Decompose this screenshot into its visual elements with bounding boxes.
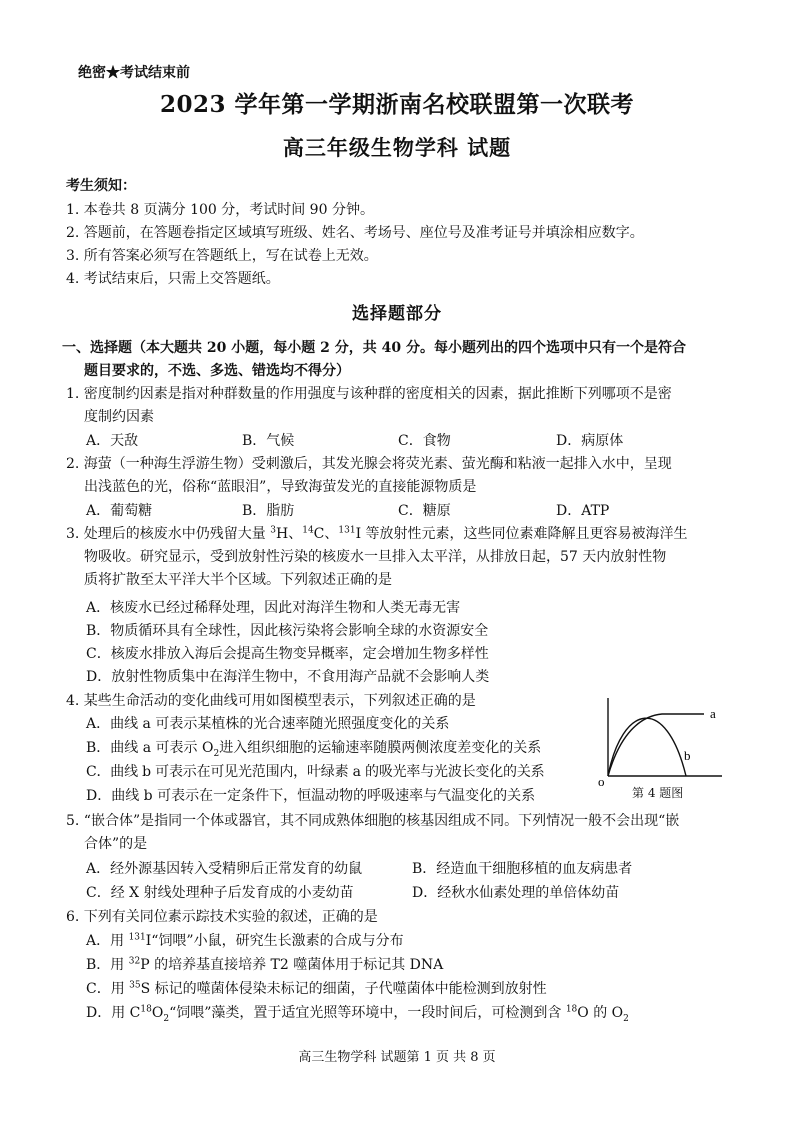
question-3-stem: 物吸收。研究显示，受到放射性污染的核废水一旦排入太平洋，从排放日起，57 天内放射性物 [84,549,667,565]
note-item: 4. 考试结束后，只需上交答题纸。 [66,271,280,287]
curve-b-label: b [684,748,691,763]
q4-option-c: C．曲线 b 可表示在可见光范围内，叶绿素 a 的吸光率与光波长变化的关系 [86,764,545,780]
q5-option-c: C．经 X 射线处理种子后发育成的小麦幼苗 [86,885,354,901]
question-1-stem: 1. 密度制约因素是指对种群数量的作用强度与该种群的密度相关的因素，据此推断下列哪项不是密 [66,386,672,402]
q3-option-b: B．物质循环具有全球性，因此核污染将会影响全球的水资源安全 [86,623,489,639]
q4-option-b: B．曲线 a 可表示 $O_2$进入组织细胞的运输速率随膜两侧浓度差变化的关系 [86,740,542,759]
page-footer: 高三生物学科 试题第 1 页 共 8 页 [298,1050,496,1065]
q1-option-d: D．病原体 [556,433,624,449]
section-instruction: 题目要求的，不选、多选、错选均不得分） [84,363,350,379]
question-4-stem: 4. 某些生命活动的变化曲线可用如图模型表示，下列叙述正确的是 [66,693,476,709]
q5-option-b: B．经造血干细胞移植的血友病患者 [412,861,633,877]
curve-a [608,714,704,776]
q6-option-a: A．用 $^{131}$I“饲喂”小鼠，研究生长激素的合成与分布 [86,932,404,949]
origin-label: o [598,774,605,789]
q5-option-d: D．经秋水仙素处理的单倍体幼苗 [412,885,620,901]
question-2-stem: 2. 海萤（一种海生浮游生物）受刺激后，其发光腺会将荧光素、萤光酶和粘液一起排入水中，呈现 [66,456,672,472]
q1-option-a: A．天敌 [86,433,139,449]
q3-option-a: A．核废水已经过稀释处理，因此对海洋生物和人类无毒无害 [86,600,461,616]
question-5-stem: 5. “嵌合体”是指同一个体或器官，其不同成熟体细胞的核基因组成不同。下列情况一般不会出现“嵌 [66,813,680,829]
q3-option-d: D．放射性物质集中在海洋生物中，不食用海产品就不会影响人类 [86,669,490,685]
note-item: 3. 所有答案必须写在答题纸上，写在试卷上无效。 [66,248,378,264]
q2-option-d: D．ATP [556,503,610,519]
section-instruction: 一、选择题（本大题共 20 小题，每小题 2 分，共 40 分。每小题列出的四个选项中只有一个是符合 [62,340,686,356]
q3-option-c: C．核废水排放入海后会提高生物变异概率，定会增加生物多样性 [86,646,489,662]
q4-figure-caption: 第 4 题图 [632,786,684,800]
q2-option-a: A．葡萄糖 [86,503,153,519]
question-3-stem: 3. 处理后的核废水中仍残留大量 $^3$H、$^{14}$C、$^{131}$I 等放射性元素，这些同位素难降解且更容易被海洋生 [66,525,688,542]
exam-subtitle: 高三年级生物学科 试题 [282,135,512,160]
question-5-stem: 合体”的是 [84,836,148,852]
question-3-stem: 质将扩散至太平洋大半个区域。下列叙述正确的是 [84,572,392,588]
question-6-stem: 6. 下列有关同位素示踪技术实验的叙述，正确的是 [66,909,378,925]
q4-option-a: A．曲线 a 可表示某植株的光合速率随光照强度变化的关系 [86,716,450,732]
q1-option-c: C．食物 [398,433,451,449]
q6-option-b: B．用 $^{32}$P 的培养基直接培养 T2 噬菌体用于标记其 DNA [86,956,444,973]
note-item: 2. 答题前，在答题卷指定区域填写班级、姓名、考场号、座位号及准考证号并填涂相应数字。 [66,225,644,241]
q1-option-b: B．气候 [242,433,295,449]
q2-option-b: B．脂肪 [242,503,295,519]
notes-heading: 考生须知： [66,178,136,194]
note-item: 1. 本卷共 8 页满分 100 分，考试时间 90 分钟。 [66,202,374,218]
section-title: 选择题部分 [352,304,442,324]
q4-option-d: D．曲线 b 可表示在一定条件下，恒温动物的呼吸速率与气温变化的关系 [86,788,536,804]
q6-option-c: C．用 $^{35}$S 标记的噬菌体侵染未标记的细菌，子代噬菌体中能检测到放射性 [86,980,547,997]
confidential-mark: 绝密★考试结束前 [78,65,190,81]
q6-option-d: D．用 $C^{18}O_2“$饲喂”藻类，置于适宜光照等环境中，一段时间后，可检测到含 $^{18}$O 的 $O_2$ [86,1004,629,1024]
question-2-stem: 出浅蓝色的光，俗称“蓝眼泪”，导致海萤发光的直接能源物质是 [84,479,477,495]
q2-option-c: C．糖原 [398,503,451,519]
curve-a-label: a [710,706,716,721]
q5-option-a: A．经外源基因转入受精卵后正常发育的幼鼠 [86,861,363,877]
question-1-stem: 度制约因素 [84,409,154,425]
exam-title: 2023 学年第一学期浙南名校联盟第一次联考 [159,91,635,118]
